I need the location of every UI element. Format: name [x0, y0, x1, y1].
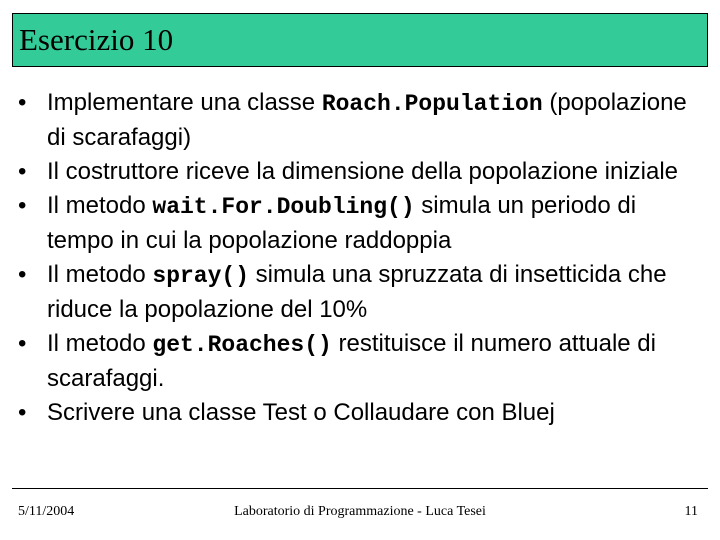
bullet-text: simula una spruzzata di insetticida che riduce la popolazione del 10%	[47, 261, 667, 323]
code-text: get.Roaches()	[152, 332, 332, 358]
bullet-text: Il costruttore riceve la dimensione della popolazione iniziale	[47, 158, 679, 185]
bullet-text: simula un periodo di tempo in cui la popolazione raddoppia	[47, 192, 637, 254]
page-number: 11	[684, 504, 698, 519]
bullet-dot-icon: •	[18, 330, 27, 357]
bullet-text: Il metodo	[47, 330, 153, 357]
bullet-item	[18, 189, 708, 258]
code-text: wait.For.Doubling()	[152, 194, 415, 220]
bullet-item	[18, 327, 708, 396]
bullet-text: Il metodo	[47, 192, 153, 219]
slide-title-bar	[12, 13, 708, 67]
bullet-list	[18, 86, 708, 430]
bullet-dot-icon: •	[18, 158, 27, 185]
bullet-item	[18, 86, 708, 155]
footer-date: 5/11/2004	[18, 504, 75, 519]
bullet-item	[18, 396, 708, 430]
bullet-text: Scrivere una classe Test o Collaudare con Bluej	[47, 399, 555, 426]
code-text: Roach.Population	[321, 91, 543, 117]
bullet-text: restituisce il numero attuale di scarafaggi.	[47, 330, 656, 392]
bullet-dot-icon: •	[18, 89, 27, 116]
bullet-item	[18, 258, 708, 327]
footer-divider	[12, 488, 708, 489]
bullet-text: Implementare una classe	[47, 89, 322, 116]
slide-title: Esercizio 10	[19, 22, 174, 57]
bullet-dot-icon: •	[18, 399, 27, 426]
footer-course-author: Laboratorio di Programmazione - Luca Tesei	[234, 504, 486, 519]
code-text: spray()	[152, 263, 250, 289]
bullet-text: (popolazione di scarafaggi)	[47, 89, 687, 151]
bullet-text: Il metodo	[47, 261, 153, 288]
bullet-item	[18, 155, 708, 189]
bullet-dot-icon: •	[18, 261, 27, 288]
bullet-dot-icon: •	[18, 192, 27, 219]
